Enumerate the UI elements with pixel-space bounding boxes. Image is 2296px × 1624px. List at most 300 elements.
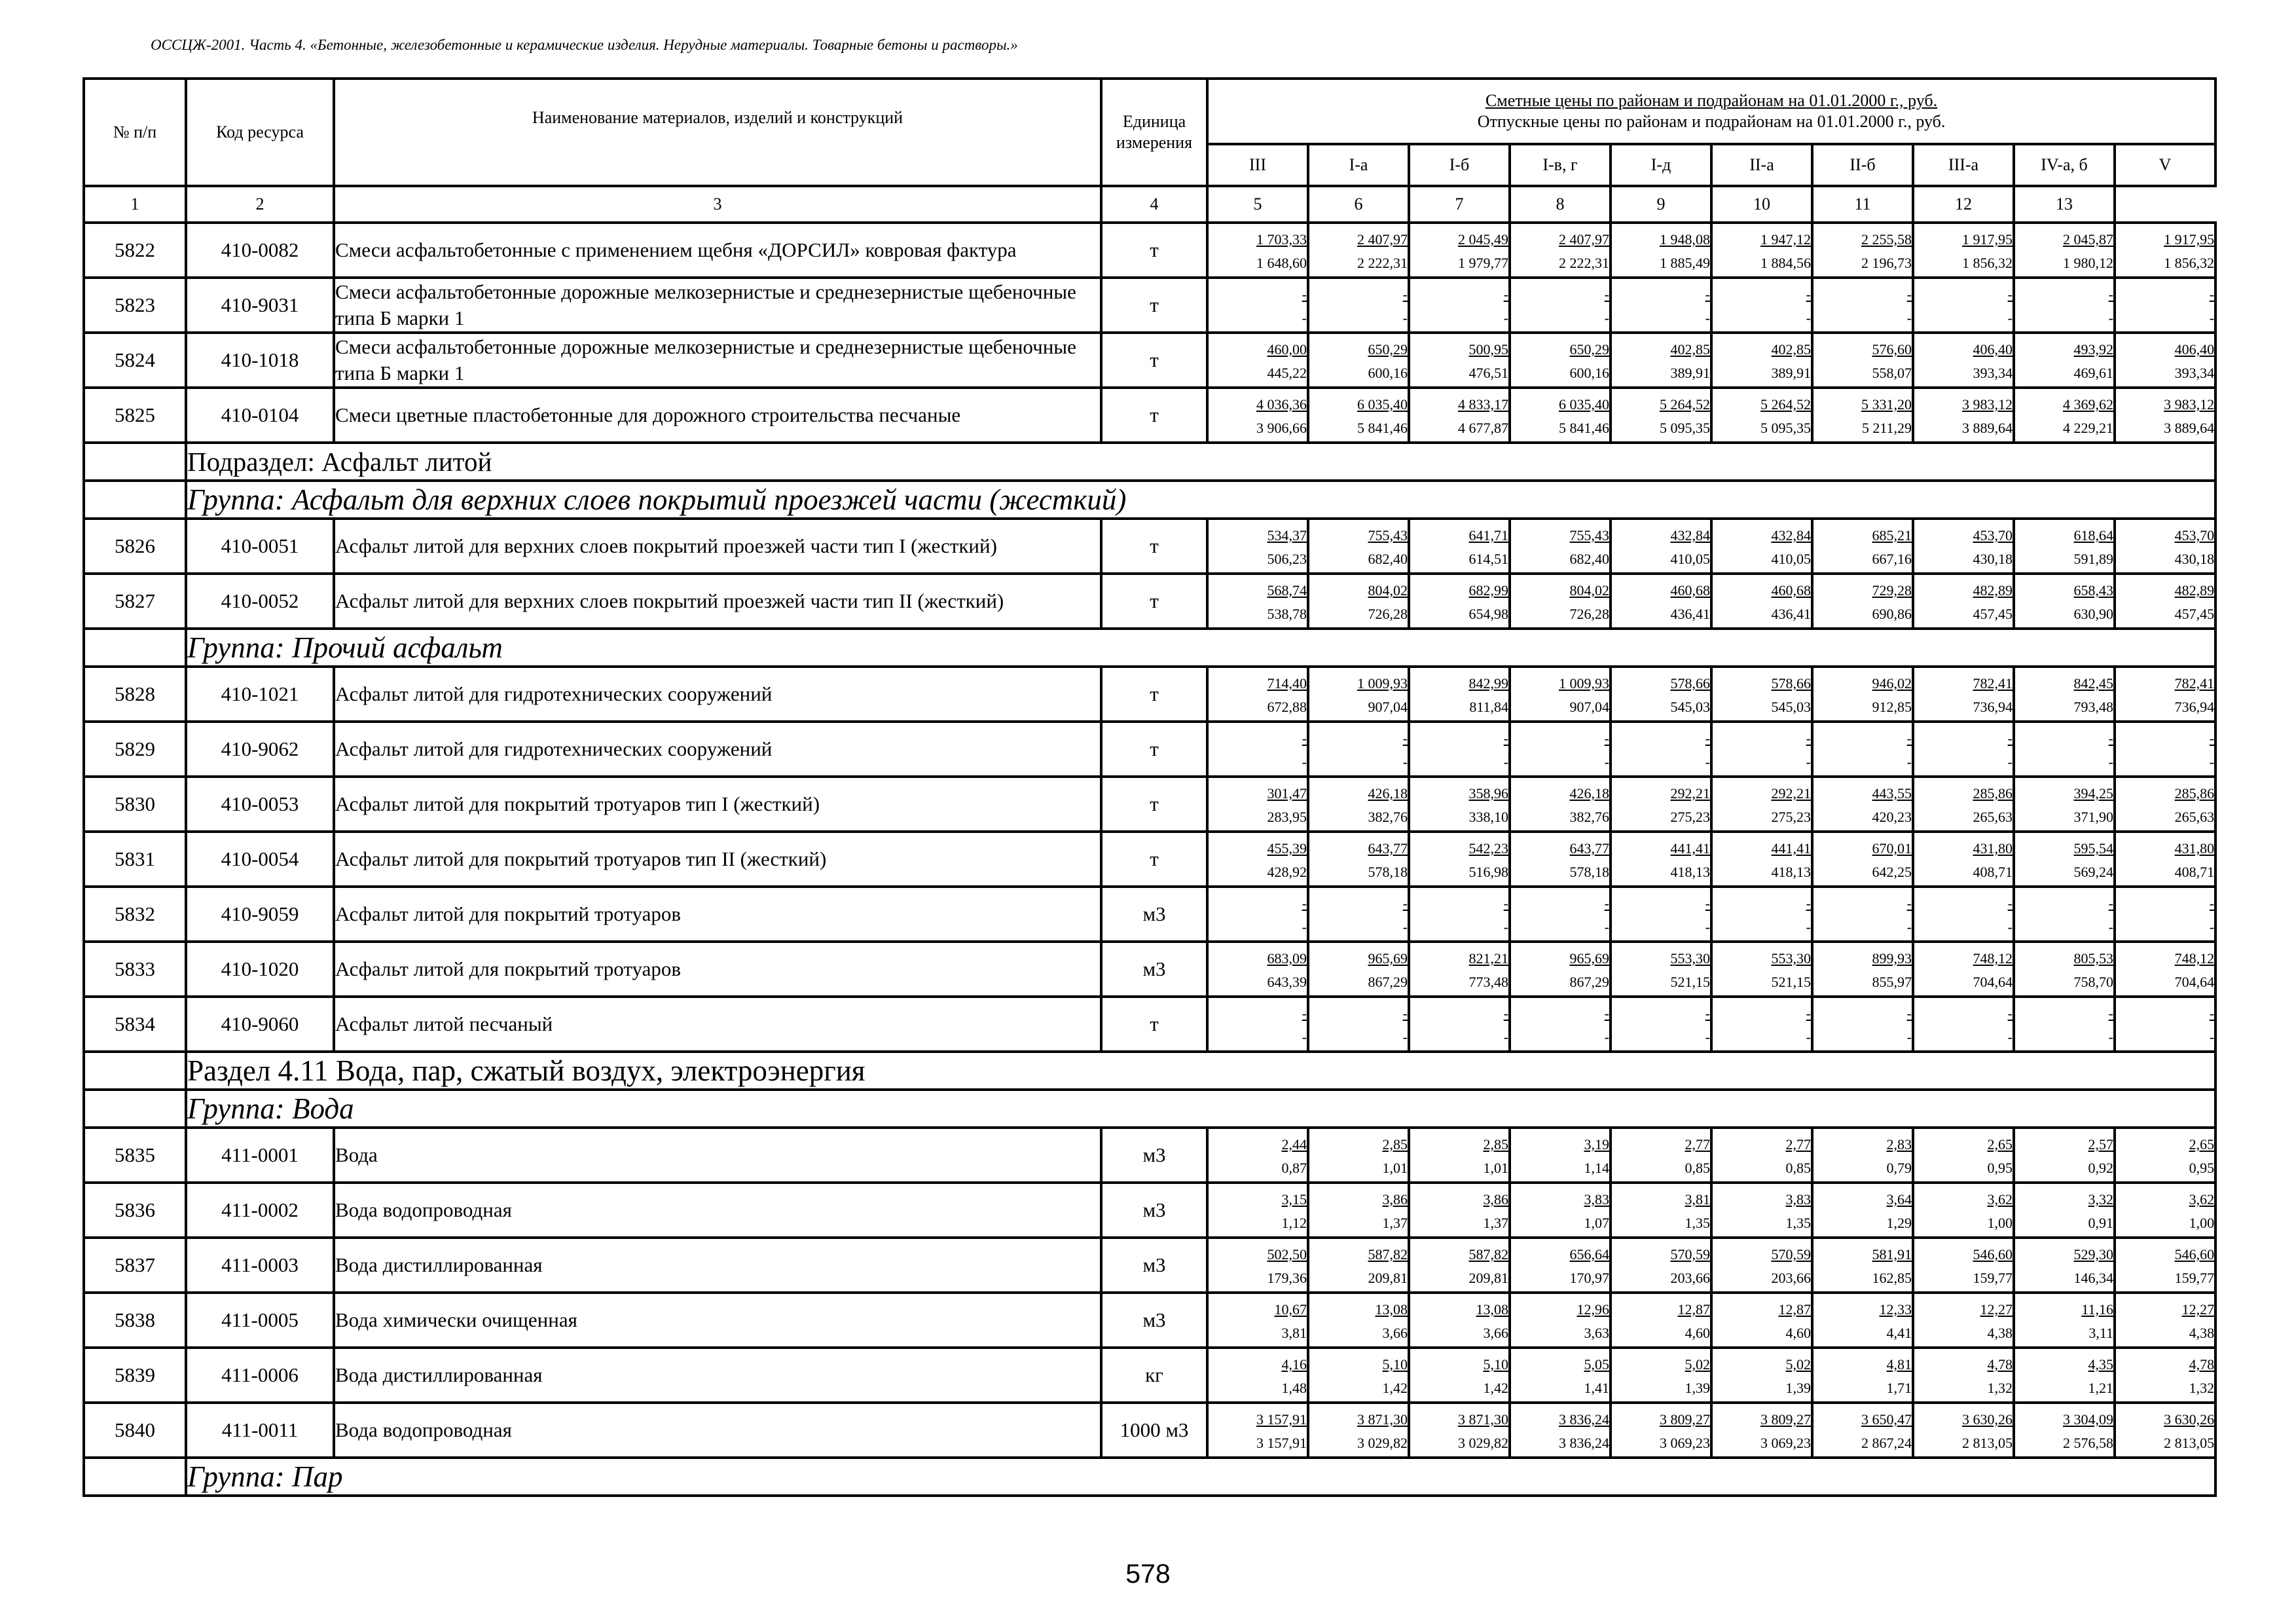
estimate-price: 1 009,93: [1559, 675, 1609, 692]
estimate-price: -: [1302, 286, 1307, 303]
release-price: 667,16: [1872, 551, 1912, 567]
price-cell: [1409, 388, 1510, 443]
price-cell: [1207, 333, 1308, 388]
estimate-price: -: [1806, 1005, 1811, 1022]
estimate-price: 431,80: [2174, 840, 2215, 857]
table-row: [84, 887, 2215, 942]
header-index-cell: 9: [1611, 186, 1711, 223]
price-cell: [1510, 1128, 1611, 1183]
price-cell: [1207, 887, 1308, 942]
price-cell: [1913, 1238, 2014, 1293]
release-price: 2 196,73: [1861, 255, 1912, 271]
estimate-price: 426,18: [1569, 785, 1609, 802]
price-cell: [1510, 832, 1611, 887]
release-price: 418,13: [1771, 864, 1811, 880]
estimate-price: 4,78: [1987, 1356, 2013, 1373]
estimate-price: 729,28: [1872, 582, 1912, 599]
unit-of-measure: т: [1101, 722, 1207, 777]
release-price: -: [1705, 1029, 1710, 1045]
release-price: 1,41: [1584, 1380, 1609, 1396]
header-region: III-а: [1913, 144, 2014, 186]
estimate-price: 453,70: [2174, 527, 2215, 544]
release-price: 1,00: [1987, 1215, 2013, 1231]
header-name: Наименование материалов, изделий и конструкций: [334, 79, 1101, 186]
row-number: 5828: [84, 667, 186, 722]
row-number: 5826: [84, 519, 186, 574]
estimate-price: 685,21: [1872, 527, 1912, 544]
release-price: -: [1806, 754, 1811, 770]
estimate-price: 4 833,17: [1458, 396, 1508, 413]
release-price: -: [2007, 310, 2013, 326]
resource-code: 411-0011: [186, 1403, 334, 1458]
price-cell: [1913, 722, 2014, 777]
estimate-price: 1 948,08: [1660, 231, 1710, 248]
release-price: 3 836,24: [1559, 1435, 1609, 1451]
estimate-price: 2 045,49: [1458, 231, 1508, 248]
estimate-price: 3 836,24: [1559, 1411, 1609, 1428]
section-row: [84, 1052, 2215, 1090]
material-name: Асфальт литой для гидротехнических сооружений: [334, 667, 1101, 722]
price-cell: [1812, 519, 1913, 574]
blank-number-cell: [84, 1458, 186, 1496]
price-cell: [1510, 942, 1611, 997]
release-price: 1,42: [1382, 1380, 1408, 1396]
price-cell: [1510, 777, 1611, 832]
table-row: [84, 574, 2215, 629]
price-cell: [1207, 832, 1308, 887]
estimate-price: 3,64: [1886, 1191, 1912, 1208]
estimate-price: 682,99: [1468, 582, 1508, 599]
release-price: 389,91: [1771, 365, 1811, 381]
resource-code: 411-0006: [186, 1348, 334, 1403]
release-price: 162,85: [1872, 1270, 1912, 1286]
price-cell: [2115, 1238, 2215, 1293]
estimate-price: 460,00: [1267, 341, 1307, 358]
unit-of-measure: м3: [1101, 1183, 1207, 1238]
price-cell: [1913, 1403, 2014, 1458]
release-price: 2 867,24: [1861, 1435, 1912, 1451]
release-price: 1,32: [2189, 1380, 2215, 1396]
release-price: 4,60: [1685, 1325, 1710, 1341]
release-price: 420,23: [1872, 809, 1912, 825]
release-price: 3,66: [1382, 1325, 1408, 1341]
material-name: Асфальт литой для покрытий тротуаров тип II (жесткий): [334, 832, 1101, 887]
estimate-price: -: [1503, 1005, 1508, 1022]
price-cell: [1308, 223, 1409, 278]
price-cell: [2115, 942, 2215, 997]
unit-of-measure: м3: [1101, 1293, 1207, 1348]
row-number: 5831: [84, 832, 186, 887]
release-price: -: [1402, 754, 1408, 770]
unit-of-measure: т: [1101, 278, 1207, 333]
price-cell: [1207, 777, 1308, 832]
release-price: 726,28: [1569, 606, 1609, 622]
release-price: 1,07: [1584, 1215, 1609, 1231]
estimate-price: -: [1705, 730, 1710, 747]
table-row: [84, 667, 2215, 722]
release-price: -: [2007, 754, 2013, 770]
release-price: 600,16: [1569, 365, 1609, 381]
release-price: 5 841,46: [1357, 420, 1408, 436]
header-region: I-а: [1308, 144, 1409, 186]
release-price: -: [2007, 1029, 2013, 1045]
estimate-price: 578,66: [1771, 675, 1811, 692]
price-cell: [1409, 1293, 1510, 1348]
header-region: III: [1207, 144, 1308, 186]
estimate-price: -: [1503, 895, 1508, 912]
release-price: 3 157,91: [1256, 1435, 1307, 1451]
release-price: 4,41: [1886, 1325, 1912, 1341]
price-cell: [1308, 388, 1409, 443]
header-region: II-а: [1711, 144, 1812, 186]
estimate-price: -: [2108, 730, 2113, 747]
estimate-price: 748,12: [2174, 950, 2215, 967]
price-cell: [1812, 1238, 1913, 1293]
material-name: Асфальт литой для покрытий тротуаров: [334, 942, 1101, 997]
price-cell: [1711, 1238, 1812, 1293]
estimate-price: 5 264,52: [1760, 396, 1811, 413]
header-index-cell: 8: [1510, 186, 1611, 223]
estimate-price: -: [2108, 895, 2113, 912]
price-cell: [1913, 1183, 2014, 1238]
blank-number-cell: [84, 481, 186, 519]
release-price: -: [1402, 919, 1408, 935]
header-region: V: [2115, 144, 2215, 186]
price-cell: [1611, 223, 1711, 278]
estimate-price: 432,84: [1670, 527, 1710, 544]
row-number: 5825: [84, 388, 186, 443]
estimate-price: 2 045,87: [2063, 231, 2113, 248]
price-cell: [1207, 997, 1308, 1052]
price-cell: [2014, 1403, 2115, 1458]
release-price: 907,04: [1368, 699, 1408, 715]
release-price: 3,81: [1281, 1325, 1307, 1341]
release-price: 170,97: [1569, 1270, 1609, 1286]
estimate-price: 643,77: [1368, 840, 1408, 857]
price-cell: [1611, 1403, 1711, 1458]
price-cell: [1711, 997, 1812, 1052]
estimate-price: 650,29: [1368, 341, 1408, 358]
estimate-price: 6 035,40: [1559, 396, 1609, 413]
estimate-price: 426,18: [1368, 785, 1408, 802]
table-row: [84, 1128, 2215, 1183]
unit-of-measure: т: [1101, 777, 1207, 832]
price-cell: [1510, 388, 1611, 443]
release-price: -: [1906, 919, 1912, 935]
release-price: 811,84: [1469, 699, 1508, 715]
material-name: Вода химически очищенная: [334, 1293, 1101, 1348]
release-price: 3 906,66: [1256, 420, 1307, 436]
estimate-price: 2,44: [1281, 1136, 1307, 1153]
release-price: 3 889,64: [2164, 420, 2215, 436]
release-price: -: [2108, 310, 2113, 326]
price-cell: [1308, 333, 1409, 388]
estimate-price: 1 917,95: [1962, 231, 2013, 248]
unit-of-measure: м3: [1101, 1128, 1207, 1183]
header-prices-estimate: Сметные цены по районам и подрайонам на 01.01.2000 г., руб.: [1485, 91, 1938, 110]
price-cell: [1913, 777, 2014, 832]
estimate-price: -: [2209, 1005, 2215, 1022]
release-price: 1,14: [1584, 1160, 1609, 1176]
price-cell: [2115, 887, 2215, 942]
price-cell: [1308, 1348, 1409, 1403]
release-price: 1,01: [1382, 1160, 1408, 1176]
group-title: Группа: Асфальт для верхних слоев покрытий проезжей части (жесткий): [186, 481, 2215, 519]
estimate-price: 2,65: [2189, 1136, 2215, 1153]
estimate-price: 12,87: [1778, 1301, 1811, 1318]
header-region: IV-а, б: [2014, 144, 2115, 186]
release-price: 5 095,35: [1760, 420, 1811, 436]
estimate-price: 4 036,36: [1256, 396, 1307, 413]
estimate-price: 2 255,58: [1861, 231, 1912, 248]
price-cell: [1207, 942, 1308, 997]
price-cell: [1812, 777, 1913, 832]
price-cell: [1308, 667, 1409, 722]
price-cell: [1409, 832, 1510, 887]
estimate-price: 3 157,91: [1256, 1411, 1307, 1428]
release-price: -: [1604, 919, 1609, 935]
release-price: 457,45: [1973, 606, 2013, 622]
header-index-cell: 7: [1409, 186, 1510, 223]
release-price: 445,22: [1267, 365, 1307, 381]
release-price: -: [2209, 310, 2215, 326]
price-cell: [1611, 519, 1711, 574]
header-row-1: [84, 79, 2215, 144]
row-number: 5824: [84, 333, 186, 388]
price-cell: [1711, 388, 1812, 443]
estimate-price: 946,02: [1872, 675, 1912, 692]
estimate-price: 821,21: [1468, 950, 1508, 967]
estimate-price: -: [2007, 1005, 2013, 1022]
price-cell: [2115, 667, 2215, 722]
price-cell: [1207, 388, 1308, 443]
estimate-price: -: [1604, 1005, 1609, 1022]
price-cell: [1711, 1293, 1812, 1348]
estimate-price: -: [1402, 730, 1408, 747]
estimate-price: 587,82: [1368, 1246, 1408, 1263]
release-price: 1 884,56: [1760, 255, 1811, 271]
estimate-price: -: [2209, 730, 2215, 747]
material-name: Смеси асфальтобетонные дорожные мелкозернистые и среднезернистые щебеночные типа Б марки 1: [334, 333, 1101, 388]
release-price: 209,81: [1468, 1270, 1508, 1286]
estimate-price: 292,21: [1771, 785, 1811, 802]
price-cell: [1308, 1128, 1409, 1183]
price-cell: [2014, 388, 2115, 443]
price-cell: [1207, 1293, 1308, 1348]
estimate-price: 670,01: [1872, 840, 1912, 857]
release-price: 2 813,05: [2164, 1435, 2215, 1451]
estimate-price: -: [2007, 286, 2013, 303]
estimate-price: -: [2209, 286, 2215, 303]
estimate-price: 441,41: [1670, 840, 1710, 857]
estimate-price: -: [1806, 286, 1811, 303]
estimate-price: 3 630,26: [2164, 1411, 2215, 1428]
price-cell: [1611, 997, 1711, 1052]
price-cell: [1611, 1348, 1711, 1403]
material-name: Вода: [334, 1128, 1101, 1183]
price-cell: [1812, 1403, 1913, 1458]
price-cell: [1913, 942, 2014, 997]
estimate-price: 12,87: [1677, 1301, 1710, 1318]
release-price: 0,95: [1987, 1160, 2013, 1176]
estimate-price: 842,45: [2073, 675, 2113, 692]
price-cell: [1812, 278, 1913, 333]
header-prices: [1207, 79, 2215, 144]
estimate-price: 4,16: [1281, 1356, 1307, 1373]
price-cell: [2115, 1128, 2215, 1183]
price-cell: [2115, 223, 2215, 278]
row-number: 5832: [84, 887, 186, 942]
resource-code: 411-0005: [186, 1293, 334, 1348]
release-price: 338,10: [1468, 809, 1508, 825]
material-name: Асфальт литой для верхних слоев покрытий проезжей части тип II (жесткий): [334, 574, 1101, 629]
estimate-price: 534,37: [1267, 527, 1307, 544]
release-price: -: [2209, 754, 2215, 770]
price-cell: [1711, 832, 1812, 887]
unit-of-measure: т: [1101, 832, 1207, 887]
release-price: -: [2209, 919, 2215, 935]
release-price: 393,34: [2174, 365, 2215, 381]
release-price: 5 841,46: [1559, 420, 1609, 436]
estimate-price: -: [1604, 730, 1609, 747]
header-num: № п/п: [84, 79, 186, 186]
release-price: 1 979,77: [1458, 255, 1508, 271]
release-price: -: [2108, 1029, 2113, 1045]
price-cell: [2014, 722, 2115, 777]
estimate-price: 3,62: [1987, 1191, 2013, 1208]
table-row: [84, 1403, 2215, 1458]
price-cell: [2014, 519, 2115, 574]
release-price: -: [1705, 310, 1710, 326]
release-price: 4,38: [2189, 1325, 2215, 1341]
price-cell: [1510, 278, 1611, 333]
release-price: 382,76: [1569, 809, 1609, 825]
release-price: 1,21: [2088, 1380, 2113, 1396]
price-cell: [1711, 887, 1812, 942]
price-cell: [1611, 388, 1711, 443]
price-cell: [2115, 832, 2215, 887]
release-price: 1,32: [1987, 1380, 2013, 1396]
estimate-price: 406,40: [2174, 341, 2215, 358]
release-price: 0,79: [1886, 1160, 1912, 1176]
header-region: II-б: [1812, 144, 1913, 186]
release-price: 430,18: [1973, 551, 2013, 567]
estimate-price: 542,23: [1468, 840, 1508, 857]
resource-code: 410-1018: [186, 333, 334, 388]
estimate-price: 3,62: [2189, 1191, 2215, 1208]
release-price: -: [1806, 310, 1811, 326]
price-cell: [2014, 1348, 2115, 1403]
estimate-price: 576,60: [1872, 341, 1912, 358]
estimate-price: -: [2209, 895, 2215, 912]
release-price: 672,88: [1267, 699, 1307, 715]
estimate-price: 285,86: [1973, 785, 2013, 802]
estimate-price: 2,85: [1483, 1136, 1508, 1153]
estimate-price: -: [1705, 1005, 1710, 1022]
header-index-cell: 6: [1308, 186, 1409, 223]
price-cell: [1812, 1183, 1913, 1238]
estimate-price: -: [2007, 730, 2013, 747]
estimate-price: 402,85: [1670, 341, 1710, 358]
price-cell: [1611, 942, 1711, 997]
estimate-price: 2,65: [1987, 1136, 2013, 1153]
release-price: -: [1503, 310, 1508, 326]
unit-of-measure: т: [1101, 667, 1207, 722]
release-price: 410,05: [1771, 551, 1811, 567]
estimate-price: 899,93: [1872, 950, 1912, 967]
release-price: 4,60: [1785, 1325, 1811, 1341]
estimate-price: 460,68: [1771, 582, 1811, 599]
release-price: -: [2007, 919, 2013, 935]
release-price: 3 069,23: [1660, 1435, 1710, 1451]
subsection-title: Подраздел: Асфальт литой: [186, 443, 2215, 481]
table-row: [84, 1348, 2215, 1403]
release-price: 538,78: [1267, 606, 1307, 622]
estimate-price: 553,30: [1670, 950, 1710, 967]
price-cell: [1207, 1183, 1308, 1238]
resource-code: 411-0001: [186, 1128, 334, 1183]
price-cell: [2014, 997, 2115, 1052]
estimate-price: 1 917,95: [2164, 231, 2215, 248]
resource-code: 410-0082: [186, 223, 334, 278]
price-cell: [1308, 887, 1409, 942]
release-price: 912,85: [1872, 699, 1912, 715]
release-price: 3 029,82: [1458, 1435, 1508, 1451]
release-price: 159,77: [2174, 1270, 2215, 1286]
estimate-price: 782,41: [1973, 675, 2013, 692]
estimate-price: 482,89: [2174, 582, 2215, 599]
release-price: 4 677,87: [1458, 420, 1508, 436]
price-cell: [1409, 1348, 1510, 1403]
release-price: 275,23: [1670, 809, 1710, 825]
price-cell: [1308, 777, 1409, 832]
release-price: 209,81: [1368, 1270, 1408, 1286]
price-cell: [1308, 519, 1409, 574]
row-number: 5835: [84, 1128, 186, 1183]
group-row: [84, 629, 2215, 667]
release-price: 1,29: [1886, 1215, 1912, 1231]
release-price: 265,63: [1973, 809, 2013, 825]
price-cell: [1711, 667, 1812, 722]
release-price: -: [1503, 1029, 1508, 1045]
release-price: 630,90: [2073, 606, 2113, 622]
estimate-price: 755,43: [1368, 527, 1408, 544]
estimate-price: 570,59: [1670, 1246, 1710, 1263]
resource-code: 410-0051: [186, 519, 334, 574]
price-cell: [1409, 1238, 1510, 1293]
price-cell: [1207, 1238, 1308, 1293]
blank-number-cell: [84, 443, 186, 481]
row-number: 5837: [84, 1238, 186, 1293]
release-price: 545,03: [1771, 699, 1811, 715]
table-row: [84, 832, 2215, 887]
estimate-price: 455,39: [1267, 840, 1307, 857]
release-price: 275,23: [1771, 809, 1811, 825]
header-index-cell: 2: [186, 186, 334, 223]
resource-code: 410-0104: [186, 388, 334, 443]
price-cell: [1913, 519, 2014, 574]
price-cell: [1812, 574, 1913, 629]
resource-code: 410-9059: [186, 887, 334, 942]
table-row: [84, 278, 2215, 333]
price-cell: [1812, 832, 1913, 887]
running-head: ОССЦЖ-2001. Часть 4. «Бетонные, железобетонные и керамические изделия. Нерудные материалы. Товарные бетоны и растворы.»: [151, 37, 1018, 53]
release-price: 704,64: [2174, 974, 2215, 990]
estimate-price: 546,60: [1973, 1246, 2013, 1263]
estimate-price: -: [1402, 286, 1408, 303]
header-unit: Единица измерения: [1101, 79, 1207, 186]
release-price: 0,95: [2189, 1160, 2215, 1176]
